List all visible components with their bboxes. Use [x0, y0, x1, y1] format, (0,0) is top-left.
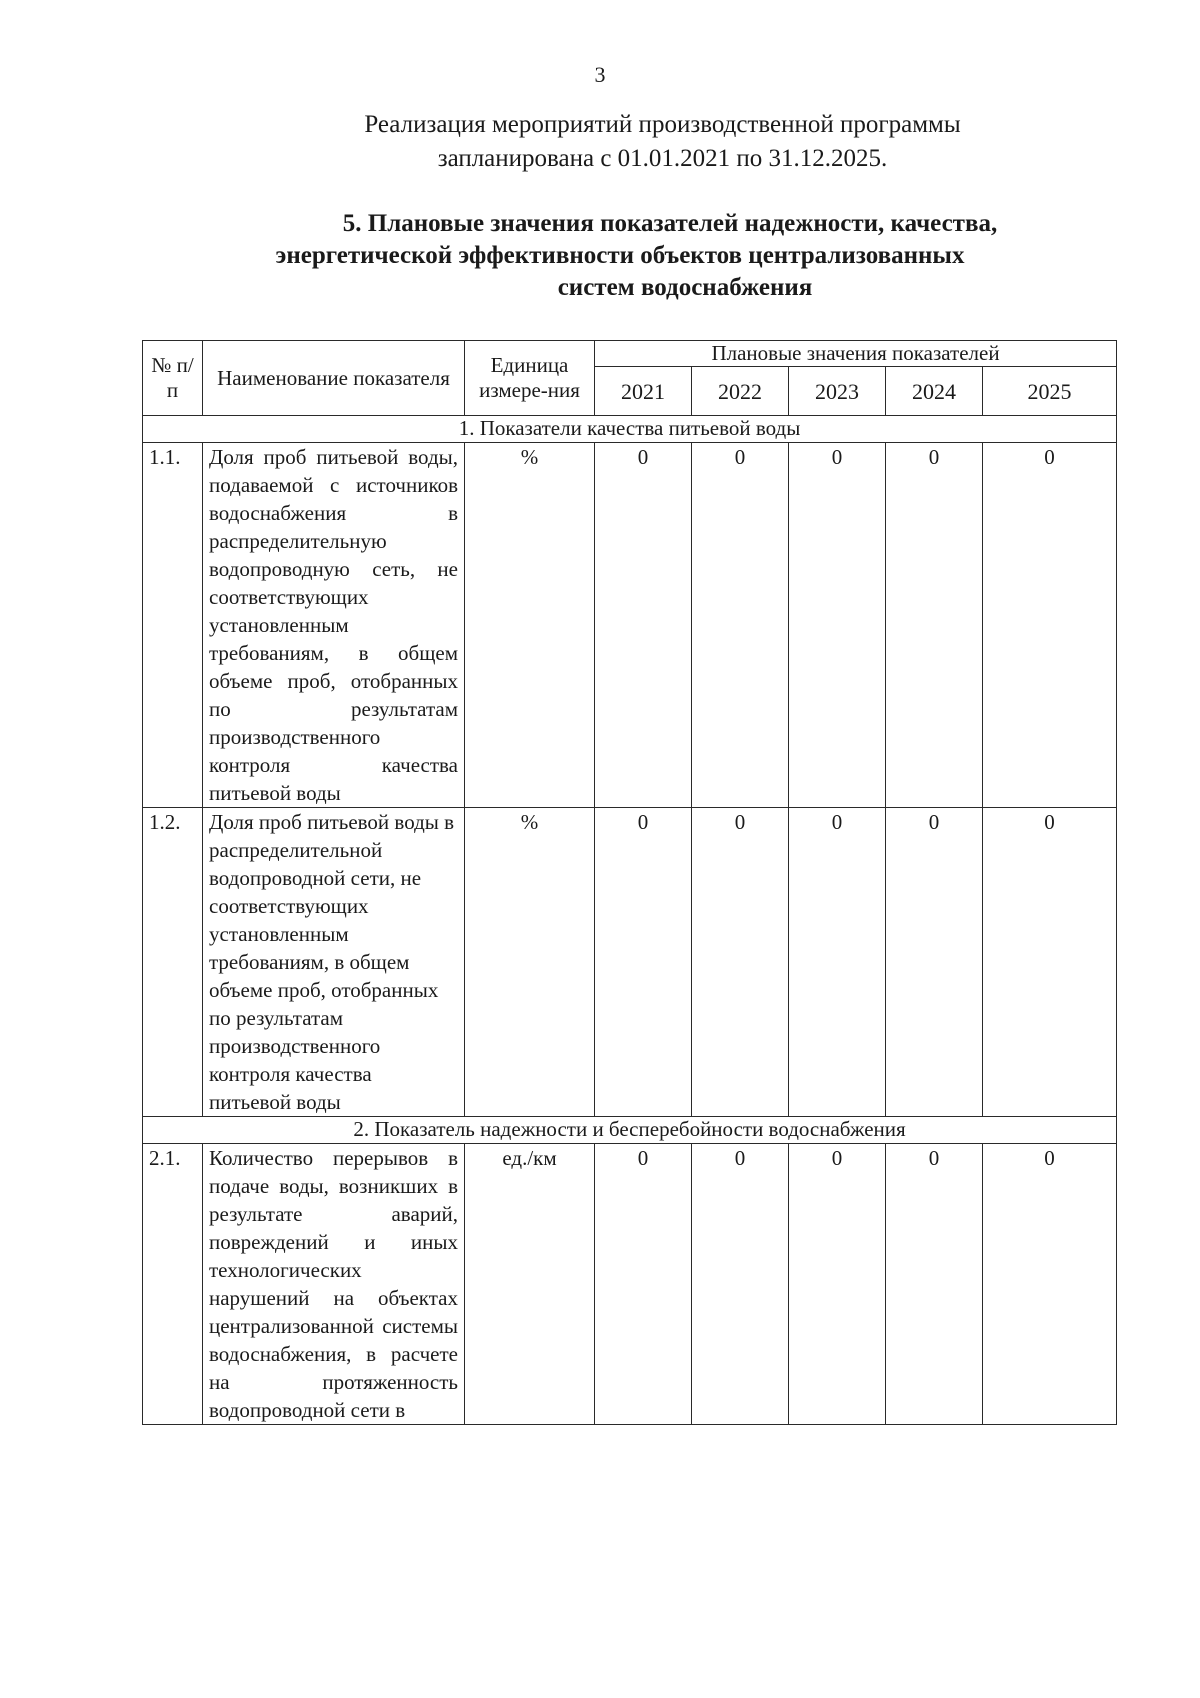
section-heading-line-1: 5. Плановые значения показателей надежности, качества,: [342, 210, 998, 237]
group-row: [143, 416, 1117, 443]
group-title: 2. Показатель надежности и бесперебойности водоснабжения: [143, 1117, 1117, 1144]
row-value: 0: [983, 1144, 1117, 1425]
row-value: 0: [789, 1144, 886, 1425]
row-num: 1.1.: [143, 443, 203, 808]
row-value: 0: [886, 808, 983, 1117]
header-num: № п/п: [143, 341, 203, 416]
intro-line-1: Реализация мероприятий производственной программы: [364, 111, 961, 138]
row-value: 0: [983, 808, 1117, 1117]
row-unit: %: [465, 443, 595, 808]
row-value: 0: [983, 443, 1117, 808]
row-name: Доля проб питьевой воды, подаваемой с источников водоснабжения в распределительную водопроводную сеть, не соответствующих установленным требованиям, в общем объеме проб, отобранных по результатам производственного контроля качества питьевой воды: [203, 443, 465, 808]
row-value: 0: [692, 1144, 789, 1425]
row-value: 0: [595, 443, 692, 808]
row-name: Доля проб питьевой воды в распределительной водопроводной сети, не соответствующих установленным требованиям, в общем объеме проб, отобранных по результатам производственного контроля качества питьевой воды: [203, 808, 465, 1117]
section-heading-line-2: энергетической эффективности объектов централизованных: [275, 242, 965, 269]
row-value: 0: [886, 443, 983, 808]
header-year: 2023: [789, 367, 886, 416]
page-number: 3: [594, 62, 606, 87]
header-year: 2024: [886, 367, 983, 416]
section-heading-line-3: систем водоснабжения: [557, 274, 813, 301]
row-value: 0: [595, 808, 692, 1117]
table-row: [143, 808, 1117, 1117]
indicators-table: [142, 340, 1117, 1425]
intro-line-2: запланирована с 01.01.2021 по 31.12.2025.: [437, 145, 888, 172]
header-unit: Единица измере-ния: [465, 341, 595, 416]
header-planned-values: Плановые значения показателей: [595, 341, 1117, 367]
row-num: 2.1.: [143, 1144, 203, 1425]
row-value: 0: [595, 1144, 692, 1425]
row-value: 0: [886, 1144, 983, 1425]
row-num: 1.2.: [143, 808, 203, 1117]
intro-text: [0, 108, 1200, 176]
row-value: 0: [789, 808, 886, 1117]
header-year: 2025: [983, 367, 1117, 416]
section-heading: [0, 208, 1200, 304]
row-name: Количество перерывов в подаче воды, возникших в результате аварий, повреждений и иных технологических нарушений на объектах централизованной системы водоснабжения, в расчете на протяженность водопроводной сети в: [203, 1144, 465, 1425]
table-row: [143, 443, 1117, 808]
row-value: 0: [692, 443, 789, 808]
group-title: 1. Показатели качества питьевой воды: [143, 416, 1117, 443]
header-year: 2022: [692, 367, 789, 416]
group-row: [143, 1117, 1117, 1144]
header-year: 2021: [595, 367, 692, 416]
row-value: 0: [789, 443, 886, 808]
row-unit: ед./км: [465, 1144, 595, 1425]
row-unit: %: [465, 808, 595, 1117]
header-name: Наименование показателя: [203, 341, 465, 416]
table-row: [143, 1144, 1117, 1425]
row-value: 0: [692, 808, 789, 1117]
